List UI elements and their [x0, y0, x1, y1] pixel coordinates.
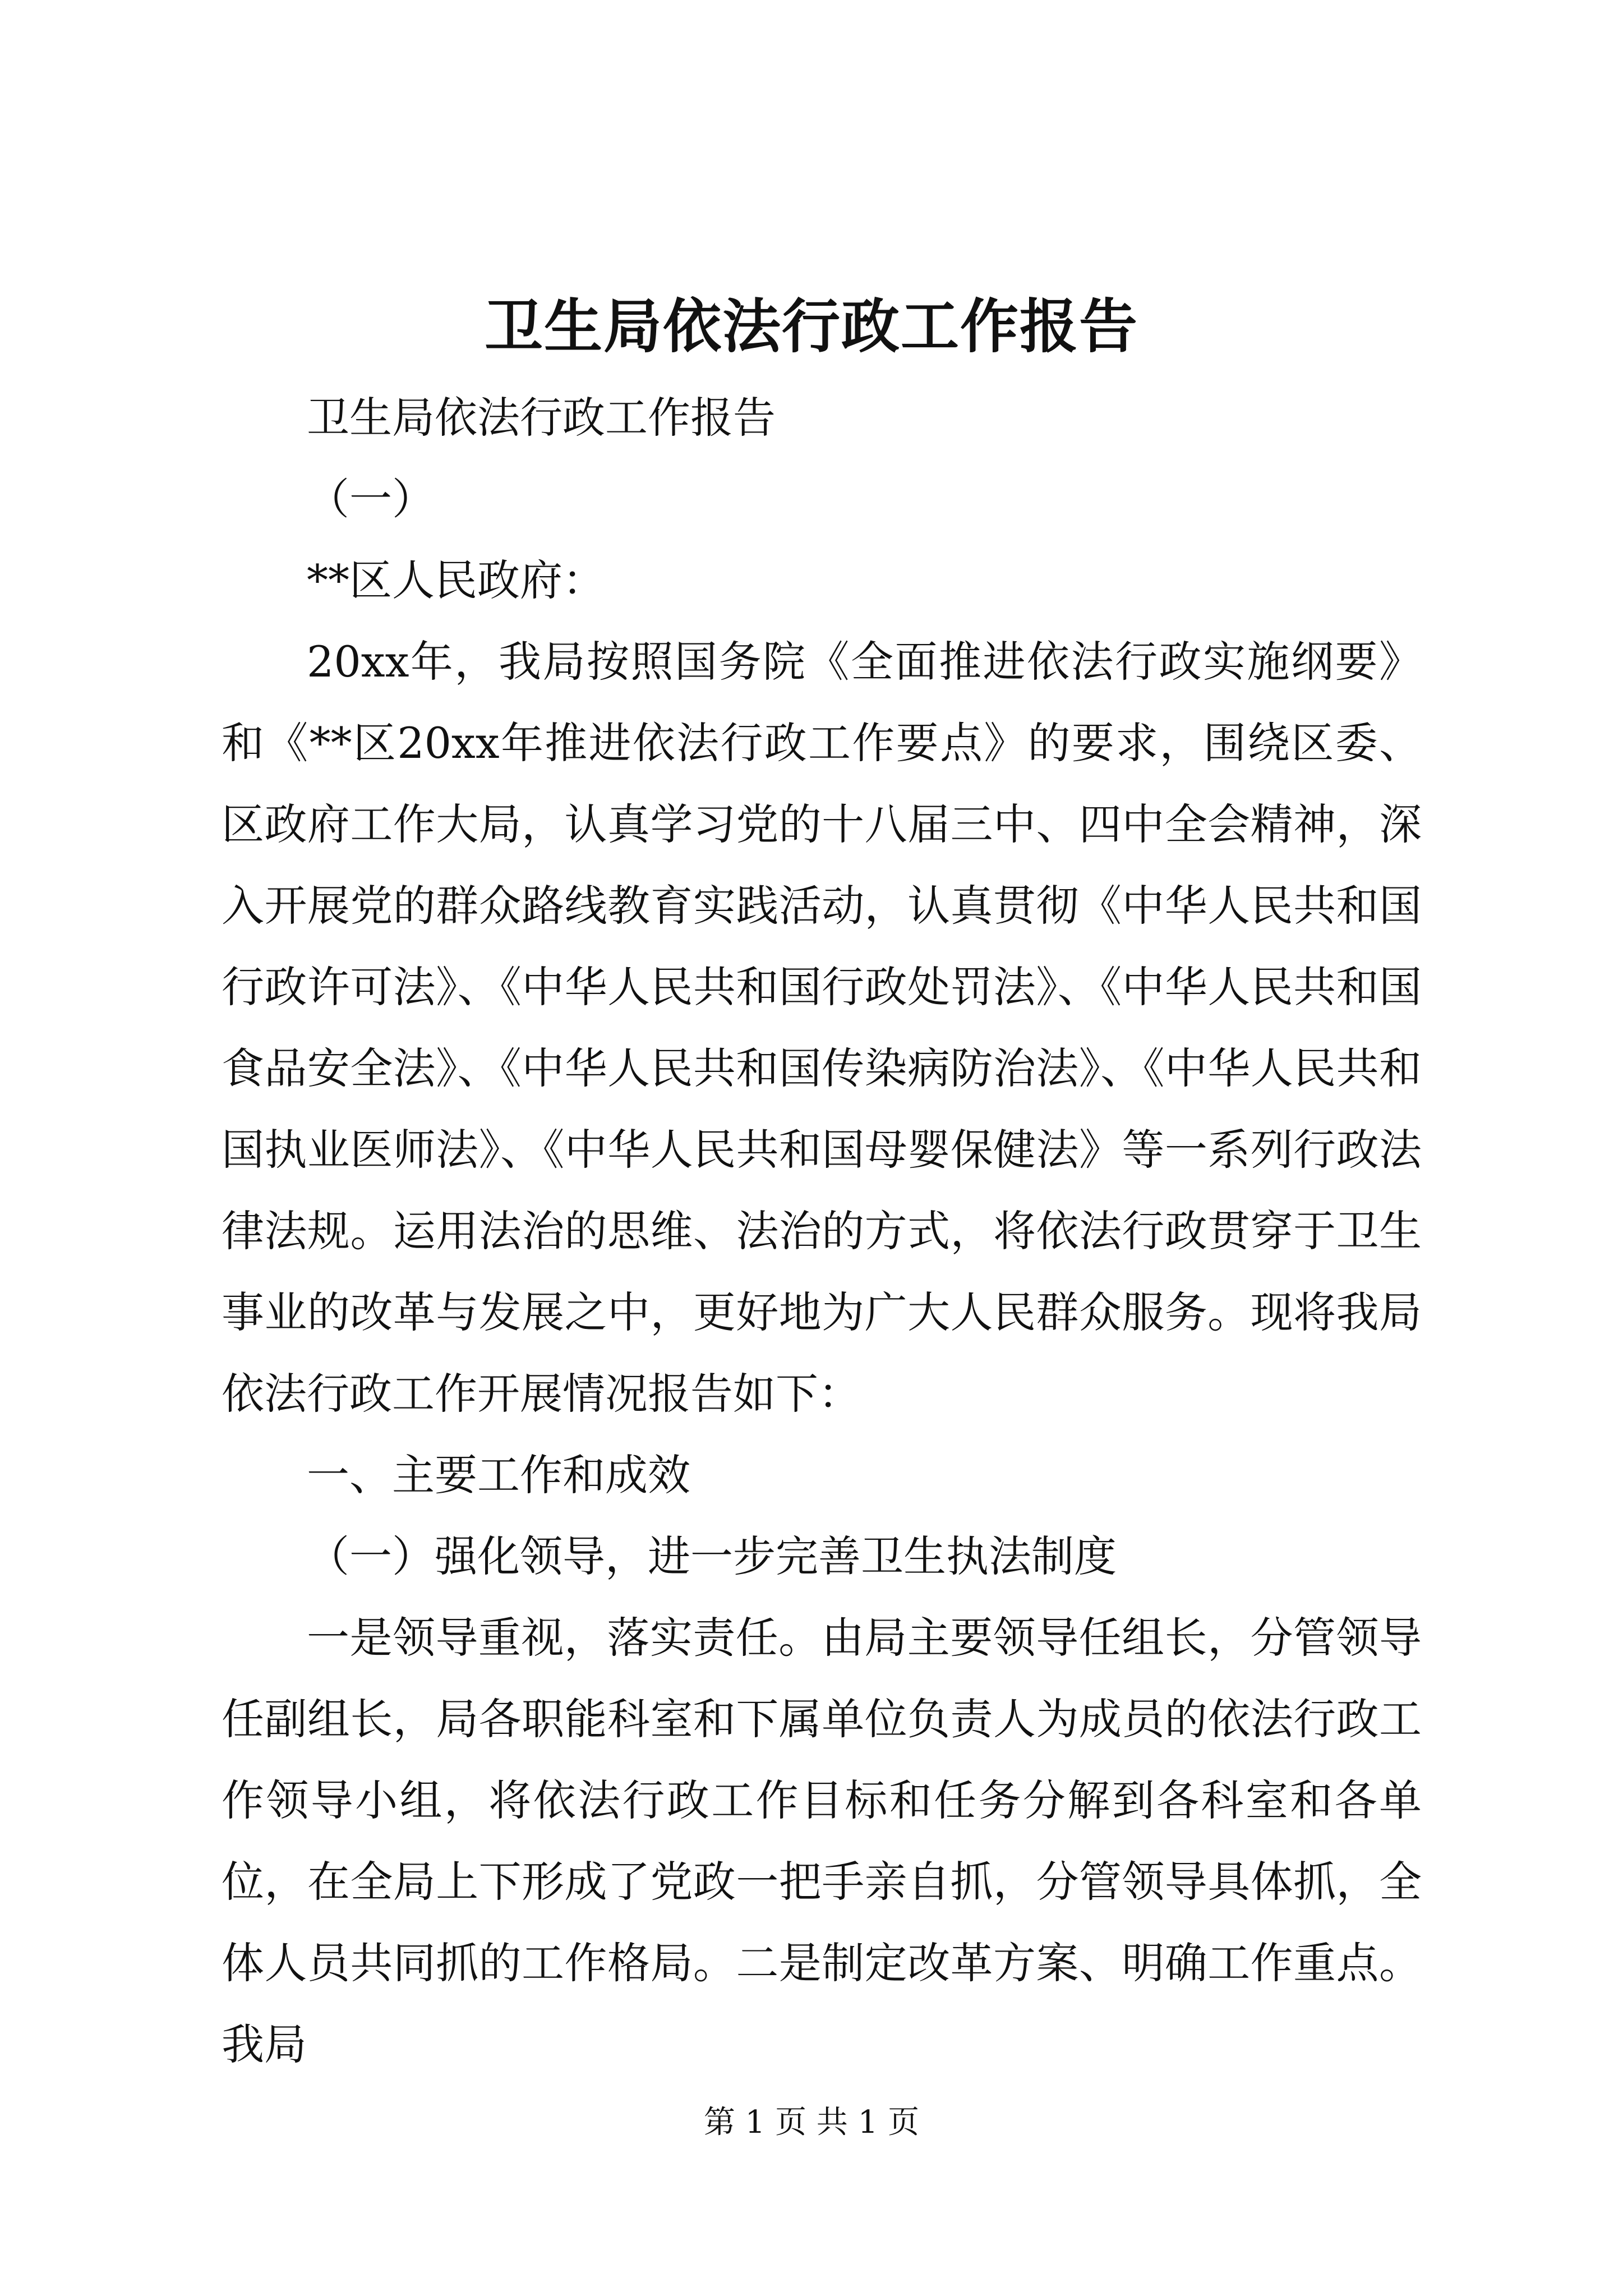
document-body — [222, 377, 1422, 2085]
subtitle-paragraph: 卫生局依法行政工作报告 — [307, 393, 776, 443]
page-footer: 第 1 页 共 1 页 — [703, 2104, 920, 2141]
addressee-paragraph: **区人民政府： — [307, 555, 605, 605]
document-title: 卫生局依法行政工作报告 — [484, 292, 1138, 361]
heading-main-work: 一、主要工作和成效 — [307, 1450, 690, 1500]
section-number-paragraph: （一） — [307, 474, 435, 524]
subheading-strengthen-leadership: （一）强化领导，进一步完善卫生执法制度 — [307, 1531, 1117, 1581]
leadership-paragraph: 一是领导重视，落实责任。由局主要领导任组长，分管领导任副组长，局各职能科室和下属单位负责人为成员的依法行政工作领导小组，将依法行政工作目标和任务分解到各科室和各单位，在全局上下形成了党政一把手亲自抓，分管领导具体抓，全体人员共同抓的工作格局。二是制定改革方案、明确工作重点。我局 — [222, 1613, 1422, 2069]
intro-paragraph: 20xx年，我局按照国务院《全面推进依法行政实施纲要》和《**区20xx年推进依法行政工作要点》的要求，围绕区委、区政府工作大局，认真学习党的十八届三中、四中全会精神，深入开展党的群众路线教育实践活动，认真贯彻《中华人民共和国行政许可法》、《中华人民共和国行政处罚法》、《中华人民共和国食品安全法》、《中华人民共和国传染病防治法》、《中华人民共和国执业医师法》、《中华人民共和国母婴保健法》等一系列行政法律法规。运用法治的思维、法治的方式，将依法行政贯穿于卫生事业的改革与发展之中，更好地为广大人民群众服务。现将我局依法行政工作开展情况报告如下： — [222, 637, 1422, 1419]
